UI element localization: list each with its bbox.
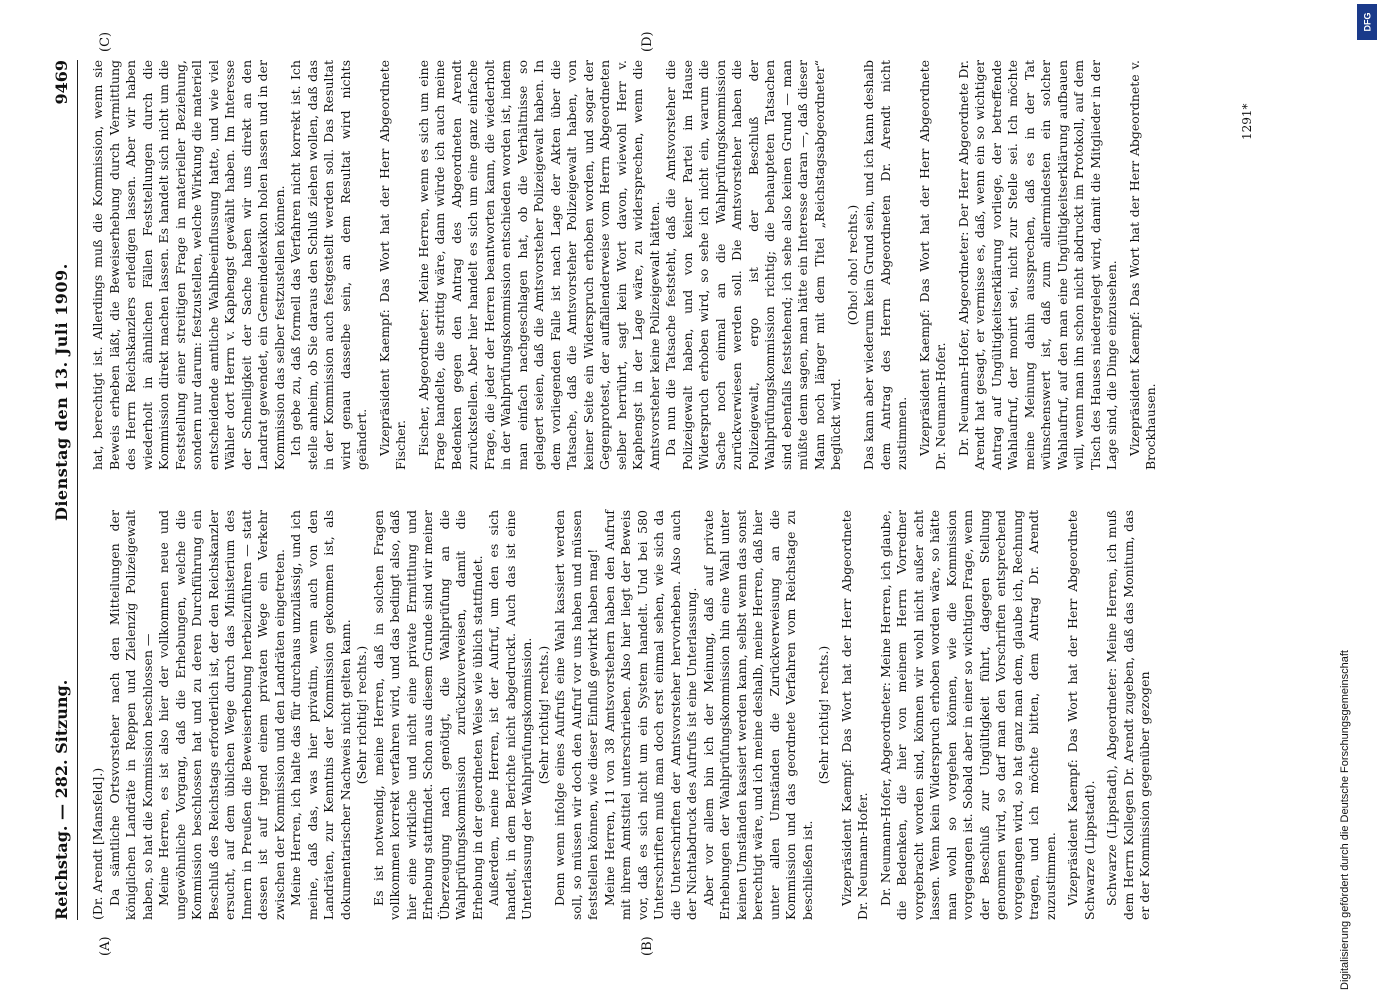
left-column-paragraph: (Sehr richtig! rechts.) — [535, 645, 551, 785]
left-column-paragraph: (Sehr richtig! rechts.) — [816, 645, 831, 785]
dfg-logo — [1357, 4, 1377, 40]
left-column-paragraph: Außerdem, meine Herren, ist der Aufruf, um den es sich handelt, in dem Berichte nicht abgedruckt. Auch das ist eine Unterlassung der Wahlprüfungskommission. — [486, 510, 534, 920]
margin-mark-c: (C) — [98, 31, 113, 52]
left-column-paragraph: Vizepräsident Kaempf: Das Wort hat der Herr Abgeordnete Dr. Neumann-Hofer. — [838, 510, 870, 920]
margin-mark-d: (D) — [640, 31, 655, 52]
right-column-paragraph: Fischer, Abgeordneter: Meine Herren, wenn es sich um eine Frage handelte, die strittig wäre, dann würde ich auch meine Bedenken gegen den Antrag des Abgeordneten Arendt zurückstellen. Aber hier handelt es sich um eine ganz einfache Frage, die jeder der Herren beantworten kann, die wiederholt in der Wahlprüfungskommission entschieden worden ist, indem man einfach nachgeschlagen hat, ob die Verhältnisse so gelagert seien, daß die Amtsvorsteher Polizeigewalt haben. In dem vorliegenden Falle ist nach Lage der Akten über die Tatsache, daß die Amtsvorsteher Polizeigewalt haben, von keiner Seite ein Widerspruch erhoben worden, und sogar der Gegenprotest, der auffallenderweise vom Herrn Abgeordneten selber herrührt, sagt kein Wort davon, wiewohl Herr v. Kaphengst in der Lage wäre, zu widersprechen, wenn die Amtsvorsteher keine Polizeigewalt hätten. — [415, 60, 662, 470]
left-column-paragraph: Denn wenn infolge eines Aufrufs eine Wahl kassiert werden soll, so müssen wir doch den Aufruf vor uns haben und müssen feststellen können, wie dieser Einfluß gewirkt haben mag! — [552, 510, 600, 920]
right-column-paragraph: Vizepräsident Kaempf: Das Wort hat der Herr Abgeordnete Dr. Neumann-Hofer. — [916, 60, 948, 470]
right-column-paragraph: Da nun die Tatsache feststeht, daß die Amtsvorsteher die Polizeigewalt haben, und von keiner Partei im Hause Widerspruch erhoben wird, so sehe ich nicht ein, warum die Sache noch einmal an die Wahlprüfungskommission zurückverwiesen werden soll. Die Amtsvorsteher haben die Polizeigewalt, ergo ist der Beschluß der Wahlprüfungskommission richtig; die behaupteten Tatsachen sind ebenfalls feststehend; ich sehe also keinen Grund — man müßte denn sagen, man hätte ein Interesse daran —, daß dieser Mann noch länger mit dem Titel „Reichstagsabgeordneter“ beglückt wird. — [663, 60, 843, 470]
digitization-note: Digitalisierung gefördert durch die Deutsche Forschungsgemeinschaft — [1339, 650, 1351, 990]
left-column-paragraph: Es ist notwendig, meine Herren, daß in solchen Fragen vollkommen korrekt verfahren wird, und das bedingt also, daß hier eine wirkliche und nicht eine private Ermittlung und Erhebung stattfindet. Schon aus diesem Grunde sind wir meiner Überzeugung nach genötigt, die Wahlprüfung an die Wahlprüfungskommission zurückzuverweisen, damit die Erhebung in der geordneten Weise wie üblich stattfindet. — [370, 510, 485, 920]
page-header — [48, 60, 74, 920]
right-column-paragraph: Das kann aber wiederum kein Grund sein, und ich kann deshalb dem Antrag des Herrn Abgeordneten Dr. Arendt nicht zustimmen. — [861, 60, 909, 470]
right-column-paragraph: (Oho! oho! rechts.) — [844, 204, 860, 326]
left-column-paragraph: (Dr. Arendt [Mansfeld].) — [90, 767, 105, 920]
left-column-paragraph: Vizepräsident Kaempf: Das Wort hat der Herr Abgeordnete Schwarze (Lippstadt). — [1065, 510, 1097, 920]
right-column-paragraph: Ich gebe zu, daß formell das Verfahren nicht korrekt ist. Ich stelle anheim, ob Sie daraus den Schluß ziehen wollen, daß das in der Kommission auch festgestellt werden soll. Das Resultat wird genau dasselbe sein, an dem Resultat wird nichts geändert. — [288, 60, 369, 470]
page-number: 9469 — [51, 60, 71, 105]
margin-mark-b: (B) — [640, 936, 655, 956]
left-column-paragraph: Meine Herren, es ist also hier der vollkommen neue und ungewöhnliche Vorgang, daß die Erhebungen, welche die Kommission beschlossen hat und zu deren Durchführung ein Beschluß des Reichstags erforderlich ist, der den Reichskanzler ersucht, auf dem üblichen Wege durch das Ministerium des Innern in Preußen die Beweiserhebung herbeizuführen — statt dessen ist auf irgend einem privaten Wege ein Verkehr zwischen der Kommission und den Landräten eingetreten. — [156, 510, 287, 920]
header-left: Reichstag. — 282. Sitzung. — [51, 679, 71, 920]
left-column-paragraph: Da sämtliche Ortsvorsteher nach den Mitteilungen der königlichen Landräte in Reppen und Zielenzig Polizeigewalt haben, so hat die Kommission beschlossen — — [106, 510, 155, 920]
left-column-paragraph: Meine Herren, ich halte das für durchaus unzulässig, und ich meine, daß das, was hier privatim, wenn auch von den Landräten, zur Kenntnis der Kommission gekommen ist, als dokumentarischer Nachweis nicht gelten kann. — [288, 510, 353, 920]
left-column-paragraph: Meine Herren, 11 von 38 Amtsvorstehern haben den Aufruf mit ihrem Amtstitel unterschrieben. Also hier liegt der Beweis vor, daß es sich nicht um ein System handelt. Und bei 580 Unterschriften muß man doch erst einmal sehen, wie sich da die Unterschriften der Amtsvorsteher hervorheben. Also auch der Nichtabdruck des Aufrufs ist eine Unterlassung. — [601, 510, 699, 920]
left-column-paragraph: Aber vor allem bin ich der Meinung, daß auf private Erhebungen der Wahlprüfungskommission hin eine Wahl unter keinen Umständen kassiert werden kann, selbst wenn das sonst berechtigt wäre, und ich meine deshalb, meine Herren, daß hier unter allen Umständen die Zurückverweisung an die Kommission und das geordnete Verfahren vom Reichstage zu beschließen ist. — [700, 510, 815, 920]
left-column-paragraph: Schwarze (Lippstadt), Abgeordneter: Meine Herren, ich muß dem Herrn Kollegen Dr. Arendt zugeben, daß das Monitum, das er der Kommission gegenüber gezogen — [1104, 510, 1152, 920]
dfg-logo-text: DFG — [1362, 12, 1372, 32]
header-rule — [77, 60, 78, 920]
right-column-paragraph: hat, berechtigt ist. Allerdings muß die Kommission, wenn sie Beweis erheben läßt, die Beweiserhebung durch Vermittlung des Herrn Reichskanzlers erledigen lassen. Aber wir haben wiederholt in ähnlichen Fällen Feststellungen durch die Kommission direkt machen lassen. Es handelt sich nicht um die Feststellung einer streitigen Frage in materieller Beziehung, sondern nur darum: festzustellen, welche Wirkung die materiell entscheidende amtliche Wahlbeeinflussung hatte, und wie viel Wähler dort Herrn v. Kaphengst gewählt haben. Im Interesse der Schnelligkeit der Sache haben wir uns direkt an den Landrat gewendet, ein Gemeindelexikon holen lassen und in der Kommission das selber festzustellen können. — [90, 60, 287, 470]
right-column-paragraph: Vizepräsident Kaempf: Das Wort hat der Herr Abgeordnete v. Brockhausen. — [1126, 60, 1158, 470]
left-column — [90, 510, 1154, 920]
margin-mark-a: (A) — [98, 936, 113, 956]
right-column — [90, 60, 1160, 470]
side-note — [1339, 0, 1379, 1000]
left-column-paragraph: Dr. Neumann-Hofer, Abgeordneter: Meine Herren, ich glaube, die Bedenken, die hier von meinem Herrn Vorredner vorgebracht worden sind, können wir wohl nicht außer acht lassen. Wenn kein Widerspruch erhoben worden wäre, so hätte man wohl so vorgehen können, wie die Kommission vorgegangen ist. Sobald aber in einer so wichtigen Frage, wenn der Beschluß zur Ungültigkeit führt, dagegen Stellung genommen wird, so darf man den Vorschriften entsprechend vorgegangen wird, so hat ganz man dem, glaube ich, Rechnung tragen, und ich möchte bitten, dem Antrag Dr. Arendt zuzustimmen. — [877, 510, 1058, 920]
footer-number: 1291* — [1240, 103, 1254, 140]
right-column-paragraph: Vizepräsident Kaempf: Das Wort hat der Herr Abgeordnete Fischer. — [376, 60, 408, 470]
header-date: Dienstag den 13. Juli 1909. — [51, 263, 71, 522]
right-column-paragraph: Dr. Neumann-Hofer, Abgeordneter: Der Herr Abgeordnete Dr. Arendt hat gesagt, er vermisse es, daß, wenn ein so wichtiger Antrag auf Ungültigkeitserklärung vorliege, der betreffende Wahlaufruf, der monirt sei, nicht zur Stelle sei. Ich möchte meine Meinung dahin aussprechen, daß es in der Tat wünschenswert ist, daß zum allermindesten ein solcher Wahlaufruf, auf den man eine Ungültigkeitserklärung aufbauen will, wenn man ihn schon nicht abdruckt im Protokoll, auf dem Tisch des Hauses niedergelegt wird, damit die Mitglieder in der Lage sind, die Dinge einzusehen. — [955, 60, 1119, 470]
left-column-paragraph: (Sehr richtig! rechts.) — [354, 645, 369, 785]
